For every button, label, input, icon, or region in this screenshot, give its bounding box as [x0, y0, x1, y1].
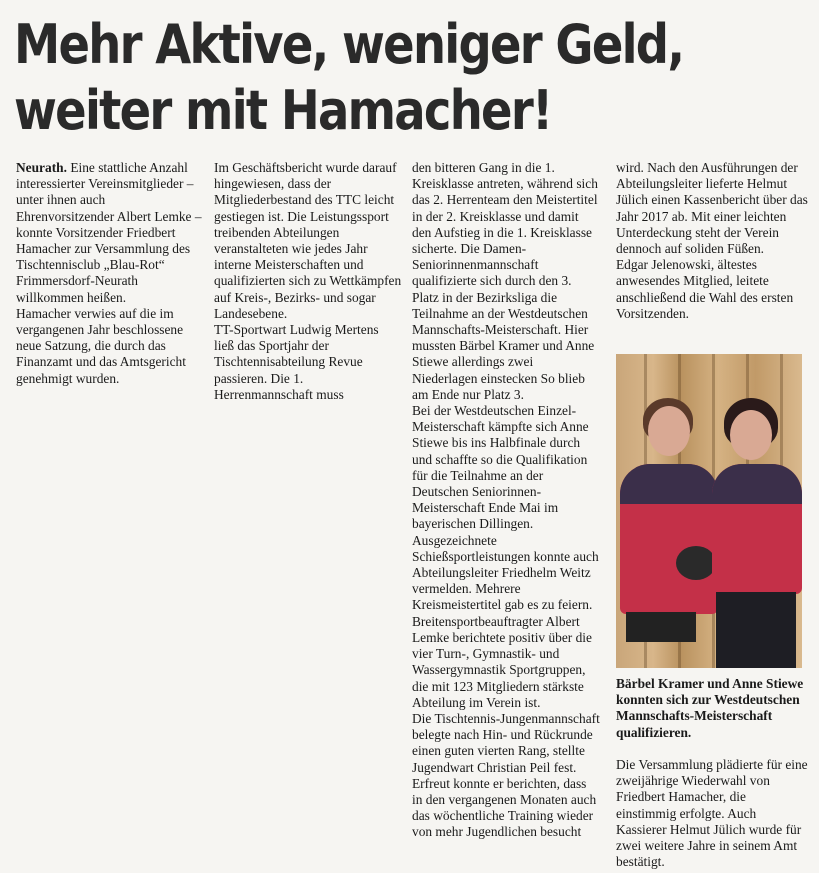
- column-2-paragraph-1: Im Geschäftsbericht wurde darauf hingewiesen, dass der Mitgliederbestand des TTC leicht gestiegen ist. Die Leistungssport treibenden Abteilungen veranstalteten wie jedes Jahr interne Meisterschaften und qualifizierten sich zu Wettkämpfen auf Kreis-, Bezirks- und sogar Landesebene.: [214, 160, 402, 321]
- column-3-paragraph-2: Bei der Westdeutschen Einzel-Meisterschaft kämpfte sich Anne Stiewe bis ins Halbfinale durch und schaffte so die Qualifikation für die Teilnahme an der Deutschen Seniorinnen-Meisterschaft Ende Mai im bayerischen Dillingen.: [412, 403, 589, 532]
- column-1-paragraph-1: [16, 160, 204, 306]
- face: [648, 406, 690, 456]
- jersey-yoke: [620, 464, 718, 504]
- paddle-icon: [676, 546, 716, 580]
- closing-paragraph: Die Versammlung plädierte für eine zweijährige Wiederwahl von Friedbert Hamacher, die einstimmig erfolgte. Auch Kassierer Helmut Jülich wurde für zwei weitere Jahre in seinem Amt bestätigt.: [616, 757, 808, 870]
- column-3-paragraph-1: den bitteren Gang in die 1. Kreisklasse antreten, während sich das 2. Herrenteam den Meistertitel in der 2. Kreisklasse und damit den Aufstieg in die 1. Kreisklasse sicherte. Die Damen-Seniorinnenmannschaft qualifizierte sich durch den 3. Platz in der Bezirksliga die Teilnahme an der Westdeutschen Mannschafts-Meisterschaft. Hier mussten Bärbel Kramer und Anne Stiewe allerdings zwei Niederlagen einstecken So blieb am Ende nur Platz 3.: [412, 160, 598, 402]
- dateline: Neurath.: [16, 160, 67, 175]
- jersey-yoke: [712, 464, 802, 504]
- headline-line-2: weiter mit Hamacher!: [14, 79, 552, 142]
- column-3-paragraph-3: Ausgezeichnete Schießsportleistungen konnte auch Abteilungsleiter Friedhelm Weitz vermelden. Mehrere Kreismeistertitel gab es zu feiern. Breitensportbeauftragter Albert Lemke berichtete positiv über die vier Turn-, Gymnastik- und Wassergymnastik Sportgruppen, die mit 123 Mitgliedern stärkste Abteilung im Verein ist.: [412, 532, 599, 710]
- shorts: [626, 612, 696, 642]
- column-1: [16, 160, 204, 387]
- column-3: [412, 160, 600, 841]
- column-3-paragraph-4: Die Tischtennis-Jungenmannschaft belegte nach Hin- und Rückrunde einen guten vierten Rang, stellte Jugendwart Christian Peil fest. Erfreut konnte er berichten, dass in den vergangenen Monaten auch das wöchentliche Training wieder von mehr Jugendlichen besucht: [412, 710, 600, 840]
- article-photo: [616, 354, 802, 668]
- face: [730, 410, 772, 460]
- intro-text: Eine stattliche Anzahl interessierter Vereinsmitglieder – unter ihnen auch Ehrenvorsitzender Albert Lemke – konnte Vorsitzender Friedbert Hamacher zur Versammlung des Tischtennisclub „Blau-Rot“ Frimmersdorf-Neurath willkommen heißen.: [16, 160, 202, 305]
- pants: [716, 592, 796, 668]
- headline-line-1: Mehr Aktive, weniger Geld,: [14, 13, 684, 76]
- photo-caption: Bärbel Kramer und Anne Stiewe konnten sich zur Westdeutschen Mannschafts-Meisterschaft qualifizieren.: [616, 676, 804, 740]
- column-4-paragraph-2: Edgar Jelenowski, ältestes anwesendes Mitglied, leitete anschließend die Wahl des ersten Vorsitzenden.: [616, 257, 794, 321]
- column-4: [616, 160, 808, 322]
- column-2-paragraph-2: TT-Sportwart Ludwig Mertens ließ das Sportjahr der Tischtennisabteilung Revue passieren. Die 1. Herrenmannschaft muss: [214, 322, 379, 402]
- column-2: [214, 160, 402, 403]
- headline: [14, 12, 702, 144]
- column-4-paragraph-1: wird. Nach den Ausführungen der Abteilungsleiter lieferte Helmut Jülich einen Kassenbericht über das Jahr 2017 ab. Mit einer leichten Unterdeckung steht der Verein dennoch auf soliden Füßen.: [616, 160, 808, 257]
- column-1-paragraph-2: Hamacher verwies auf die im vergangenen Jahr beschlossene neue Satzung, die durch das Finanzamt und das Amtsgericht genehmigt wurden.: [16, 305, 186, 386]
